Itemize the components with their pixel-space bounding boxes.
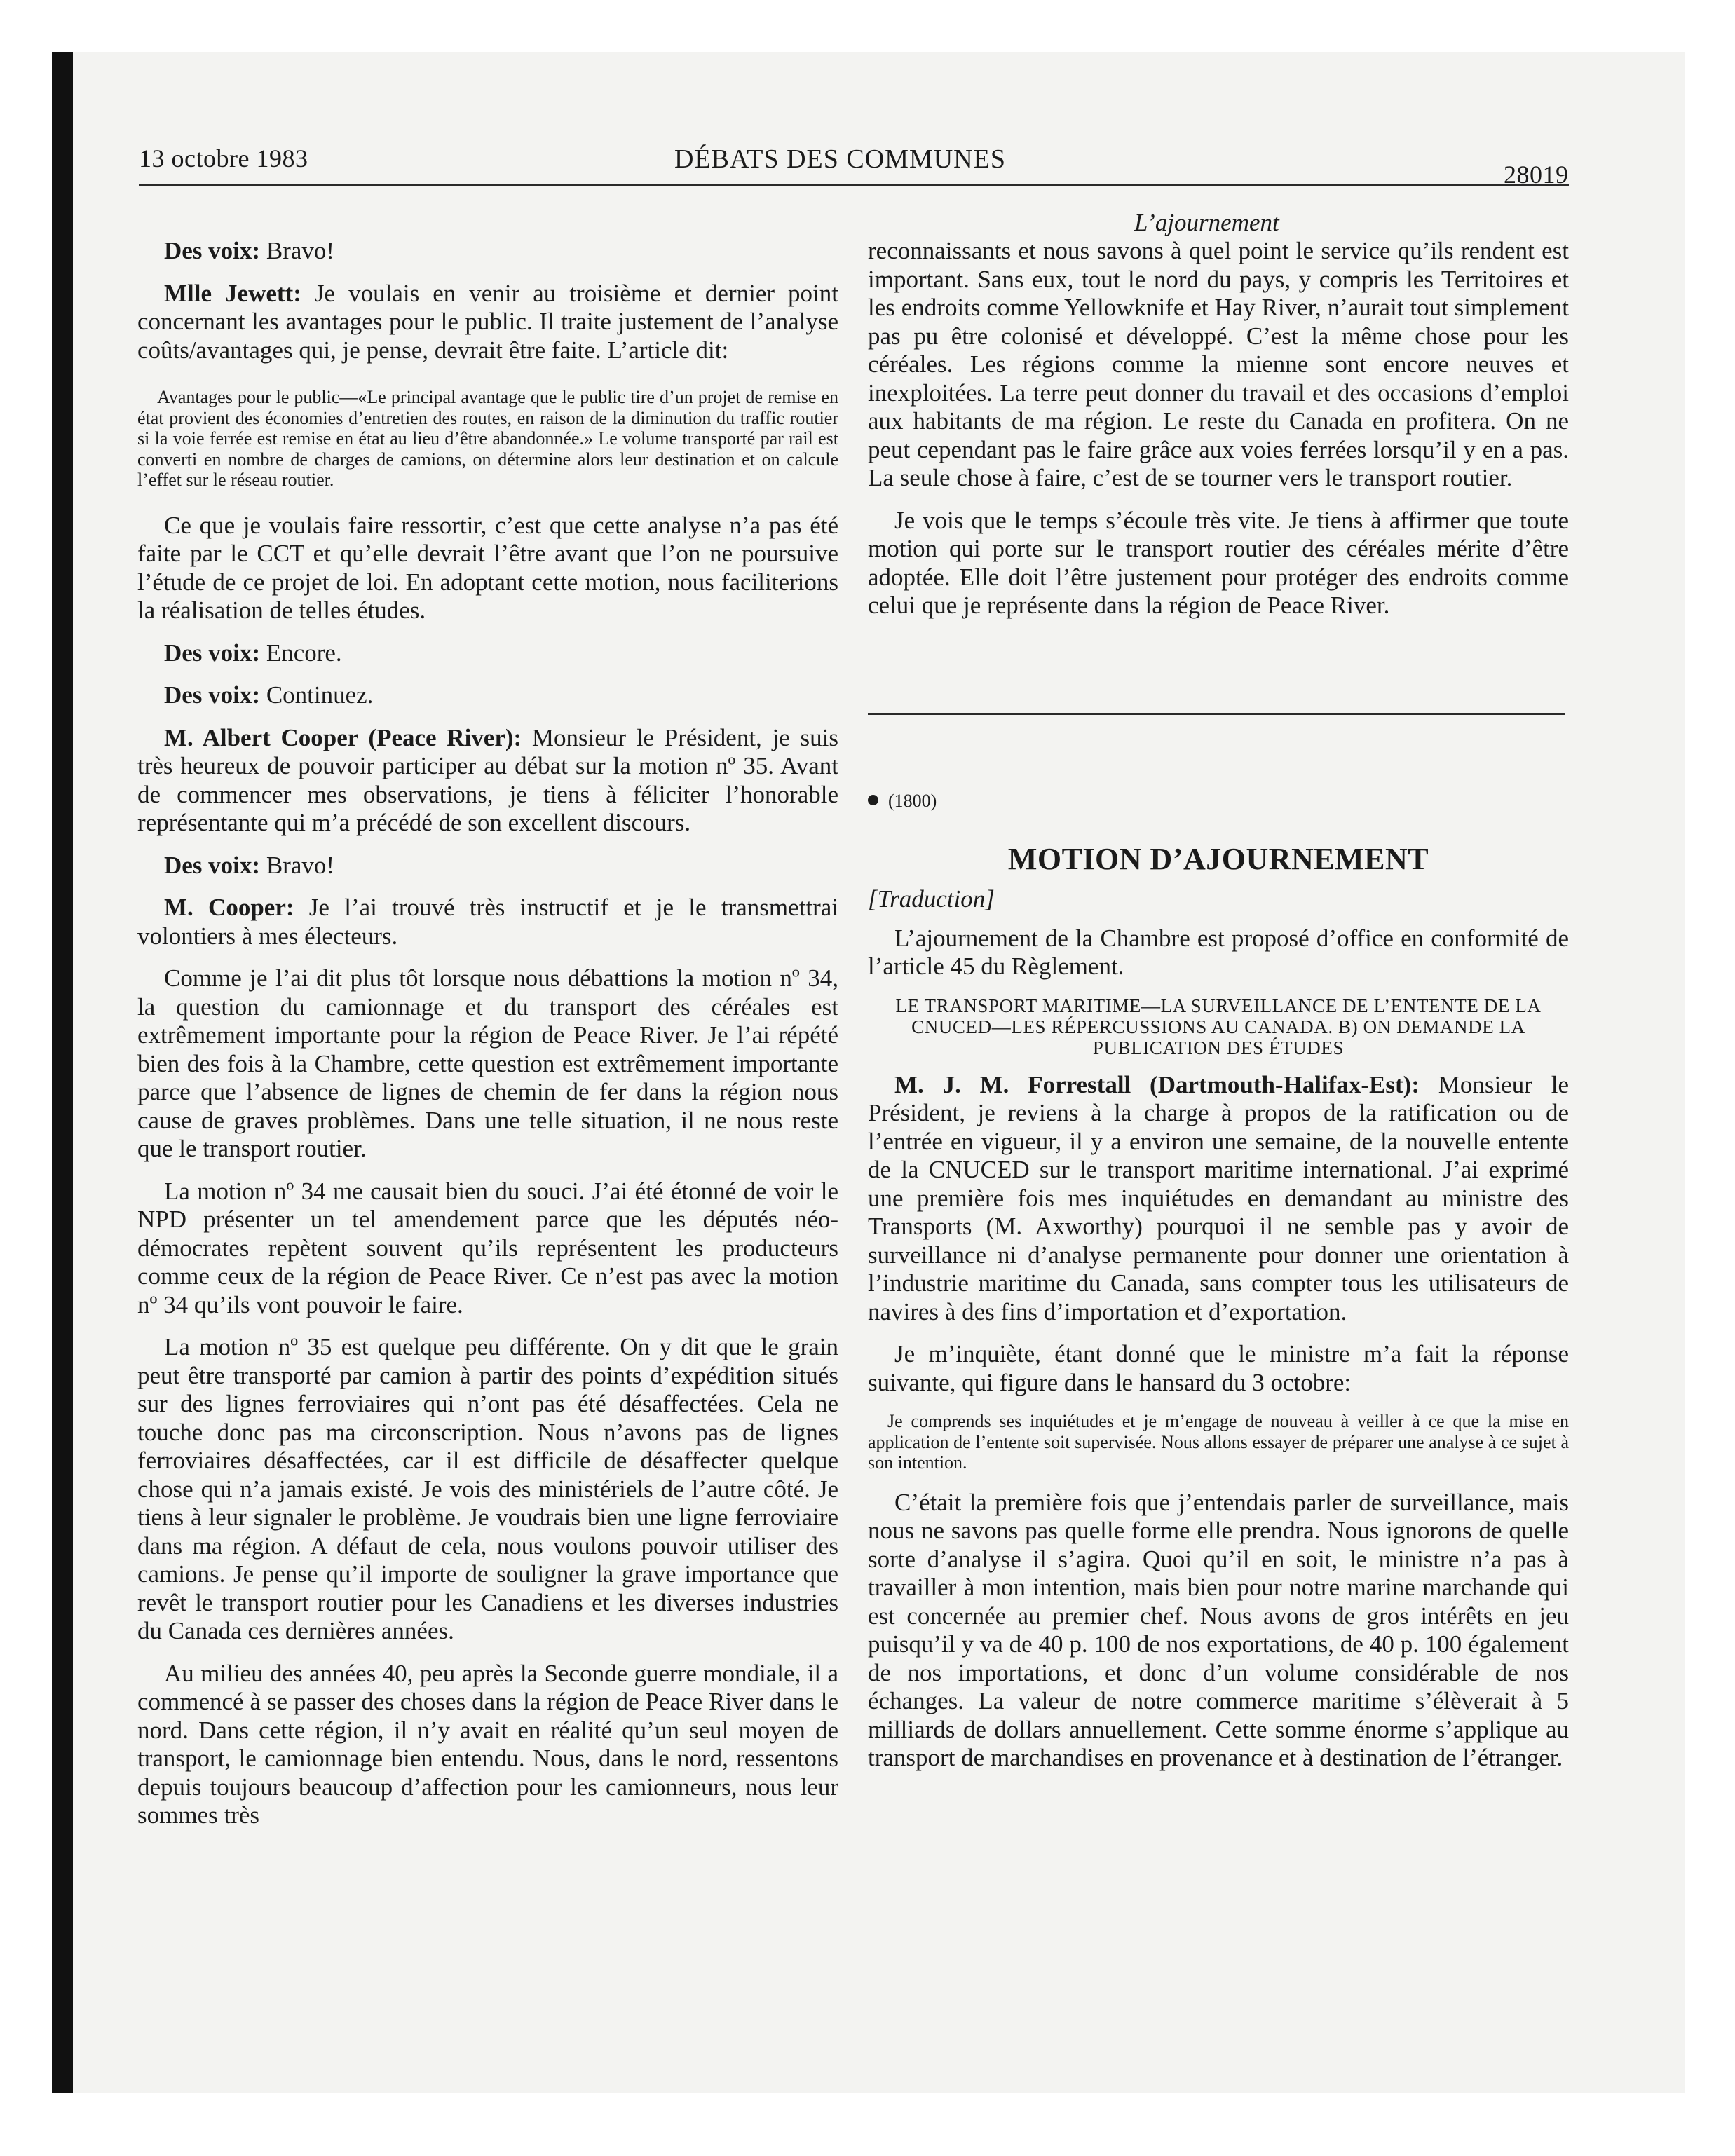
right-column: [868, 237, 1569, 1787]
block-quote: Je comprends ses inquiétudes et je m’engage de nouveau à veiller à ce que la mise en application de l’entente soit supervisée. Nous allons essayer de préparer une analyse à ce sujet à son intention.: [868, 1411, 1569, 1473]
paragraph: C’était la première fois que j’entendais parler de surveillance, mais nous ne savons pas quelle forme elle prendra. Nous ignorons de quelle sorte d’analyse il s’agira. Quoi qu’il en soit, le ministre n’a pas à travailler à mon intention, mais bien pour notre marine marchande qui est concernée au premier chef. Nous avons de gros intérêts en jeu puisqu’il y va de 40 p. 100 de nos exportations, de 40 p. 100 également de nos importations, et donc d’un volume considérable de nos échanges. La valeur de notre commerce maritime s’élèverait à 5 milliards de dollars annuellement. Cette somme énorme s’applique au transport de marchandises en provenance et à destination de l’étranger.: [868, 1488, 1569, 1771]
paragraph: [137, 681, 838, 710]
header-title: DÉBATS DES COMMUNES: [674, 144, 1006, 174]
paragraph: Comme je l’ai dit plus tôt lorsque nous débattions la motion nº 34, la question du camionnage et du transport des céréales est extrêmement importante pour la région de Peace River. Je l’ai répété bien des fois à la Chambre, cette question est extrêmement importante parce que l’absence de lignes de chemin de fer dans la région nous cause de graves problèmes. Dans une telle situation, il ne nous reste que le transport routier.: [137, 964, 838, 1162]
speaker: M. J. M. Forrestall (Dartmouth-Halifax-Est):: [894, 1070, 1420, 1098]
paragraph: Je m’inquiète, étant donné que le ministre m’a fait la réponse suivante, qui figure dans le hansard du 3 octobre:: [868, 1340, 1569, 1396]
subject-heading: LE TRANSPORT MARITIME—LA SURVEILLANCE DE L’ENTENTE DE LA CNUCED—LES RÉPERCUSSIONS AU CANADA. B) ON DEMANDE LA PUBLICATION DES ÉTUDES: [895, 995, 1542, 1058]
paragraph: La motion nº 35 est quelque peu différente. On y dit que le grain peut être transporté par camion à partir des points d’expédition situés sur des lignes ferroviaires qui n’ont pas été désaffectées. Cela ne touche donc pas ma circonscription. Nous n’avons pas de lignes ferroviaires désaffectées, car il est difficile de désaffecter quelque chose qui n’a jamais existé. Je vois des ministériels de l’autre côté. Je tiens à leur signaler le problème. Je voudrais bien une ligne ferroviaire dans ma région. A défaut de cela, nous voulons pouvoir utiliser des camions. Je pense qu’il importe de souligner la grave importance que revêt le transport routier pour les Canadiens et les diverses industries du Canada ces dernières années.: [137, 1333, 838, 1644]
bullet-icon: [868, 795, 878, 805]
header-page-number: 28019: [1504, 161, 1569, 189]
translation-note: [Traduction]: [868, 885, 995, 913]
paragraph: [137, 724, 838, 838]
section-heading: MOTION D’AJOURNEMENT: [1007, 841, 1429, 876]
speech: Bravo!: [260, 851, 335, 879]
paragraph: [137, 639, 838, 668]
paragraph: [137, 894, 838, 950]
paragraph: La motion nº 34 me causait bien du souci. J’ai été étonné de voir le NPD présenter un tel amendement parce que les députés néo-démocrates repètent souvent qu’ils représentent les producteurs comme ceux de la région de Peace River. Ce n’est pas avec la motion nº 34 qu’ils vont pouvoir le faire.: [137, 1177, 838, 1318]
paragraph: L’ajournement de la Chambre est proposé d’office en conformité de l’article 45 du Règlement.: [868, 924, 1569, 980]
paragraph: [137, 237, 838, 266]
paragraph: Ce que je voulais faire ressortir, c’est que cette analyse n’a pas été faite par le CCT et qu’elle devrait l’être avant que l’on ne poursuive l’étude de ce projet de loi. En adoptant cette motion, nous faciliterions la réalisation de telles études.: [137, 511, 838, 624]
paragraph: Au milieu des années 40, peu après la Seconde guerre mondiale, il a commencé à se passer des choses dans la région de Peace River dans le nord. Dans cette région, il n’y avait en réalité qu’un seul moyen de transport, le camionnage bien entendu. Nous, dans le nord, ressentons depuis toujours beaucoup d’affection pour les camionneurs, nous leur sommes très: [137, 1659, 838, 1829]
paragraph: [137, 280, 838, 365]
speaker: Des voix:: [164, 851, 261, 879]
speech: Bravo!: [260, 237, 335, 264]
time-label: (1800): [888, 790, 937, 811]
speech: Je voulais en venir au troisième et dernier point concernant les avantages pour le public. Il traite justement de l’analyse coûts/avantages qui, je pense, devrait être faite. L’article dit:: [137, 279, 838, 364]
block-quote: Avantages pour le public—«Le principal avantage que le public tire d’un projet de remise en état provient des économies d’entretien des routes, en raison de la diminution du traffic routier si la voie ferrée est remise en état au lieu d’être abandonnée.» Le volume transporté par rail est converti en nombre de charges de camions, on détermine alors leur destination et on calcule l’effet sur le réseau routier.: [137, 387, 838, 490]
speech: Je l’ai trouvé très instructif et je le transmettrai volontiers à mes électeurs.: [137, 894, 838, 950]
speaker: Des voix:: [164, 681, 261, 709]
header-date: 13 octobre 1983: [139, 144, 308, 172]
speaker: M. Albert Cooper (Peace River):: [164, 723, 522, 751]
speech: Monsieur le Président, je reviens à la charge à propos de la ratification ou de l’entrée en vigueur, il y a environ une semaine, de la nouvelle entente de la CNUCED sur le transport maritime international. J’ai exprimé une première fois mes inquiétudes en demandant au ministre des Transports (M. Axworthy) pourquoi il ne semble pas y avoir de surveillance ni d’analyse permanente pour donner une orientation à l’industrie maritime du Canada, sans compter tous les utilisateurs de navires à des fins d’importation et d’exportation.: [868, 1070, 1569, 1325]
speaker: Des voix:: [164, 639, 261, 667]
left-column: [137, 237, 838, 1844]
speaker: Des voix:: [164, 237, 261, 264]
section-divider: [868, 713, 1565, 715]
speaker: Mlle Jewett:: [164, 279, 301, 307]
header-rule: [139, 184, 1569, 186]
paragraph: [868, 1071, 1569, 1327]
speech: Monsieur le Président, je suis très heureux de pouvoir participer au débat sur la motion nº 35. Avant de commencer mes observations, je tiens à féliciter l’honorable représentante qui m’a précédé de son excellent discours.: [137, 723, 838, 836]
speaker: M. Cooper:: [164, 894, 294, 921]
paragraph: reconnaissants et nous savons à quel point le service qu’ils rendent est important. Sans eux, tout le nord du pays, y compris les Territoires et les endroits comme Yellowknife et Hay River, n’aurait tout simplement pas pu être colonisé et développé. C’est la même chose pour les céréales. Les régions comme la mienne sont encore neuves et inexploitées. La terre peut donner du travail et des occasions d’emploi aux habitants de ma région. Le reste du Canada en profitera. On ne peut cependant pas le faire grâce aux voies ferrées lorsqu’il y en a pas. La seule chose à faire, c’est de se tourner vers le transport routier.: [868, 237, 1569, 491]
time-marker: [868, 791, 1569, 812]
scan-border: [52, 52, 73, 2093]
speech: Continuez.: [260, 681, 374, 709]
paragraph: Je vois que le temps s’écoule très vite. Je tiens à affirmer que toute motion qui porte sur le transport routier des céréales mérite d’être adoptée. Elle doit l’être justement pour protéger des endroits comme celui que je représente dans la région de Peace River.: [868, 506, 1569, 619]
speech: Encore.: [260, 639, 342, 667]
paragraph: [137, 852, 838, 880]
header-section: L’ajournement: [1134, 209, 1279, 236]
